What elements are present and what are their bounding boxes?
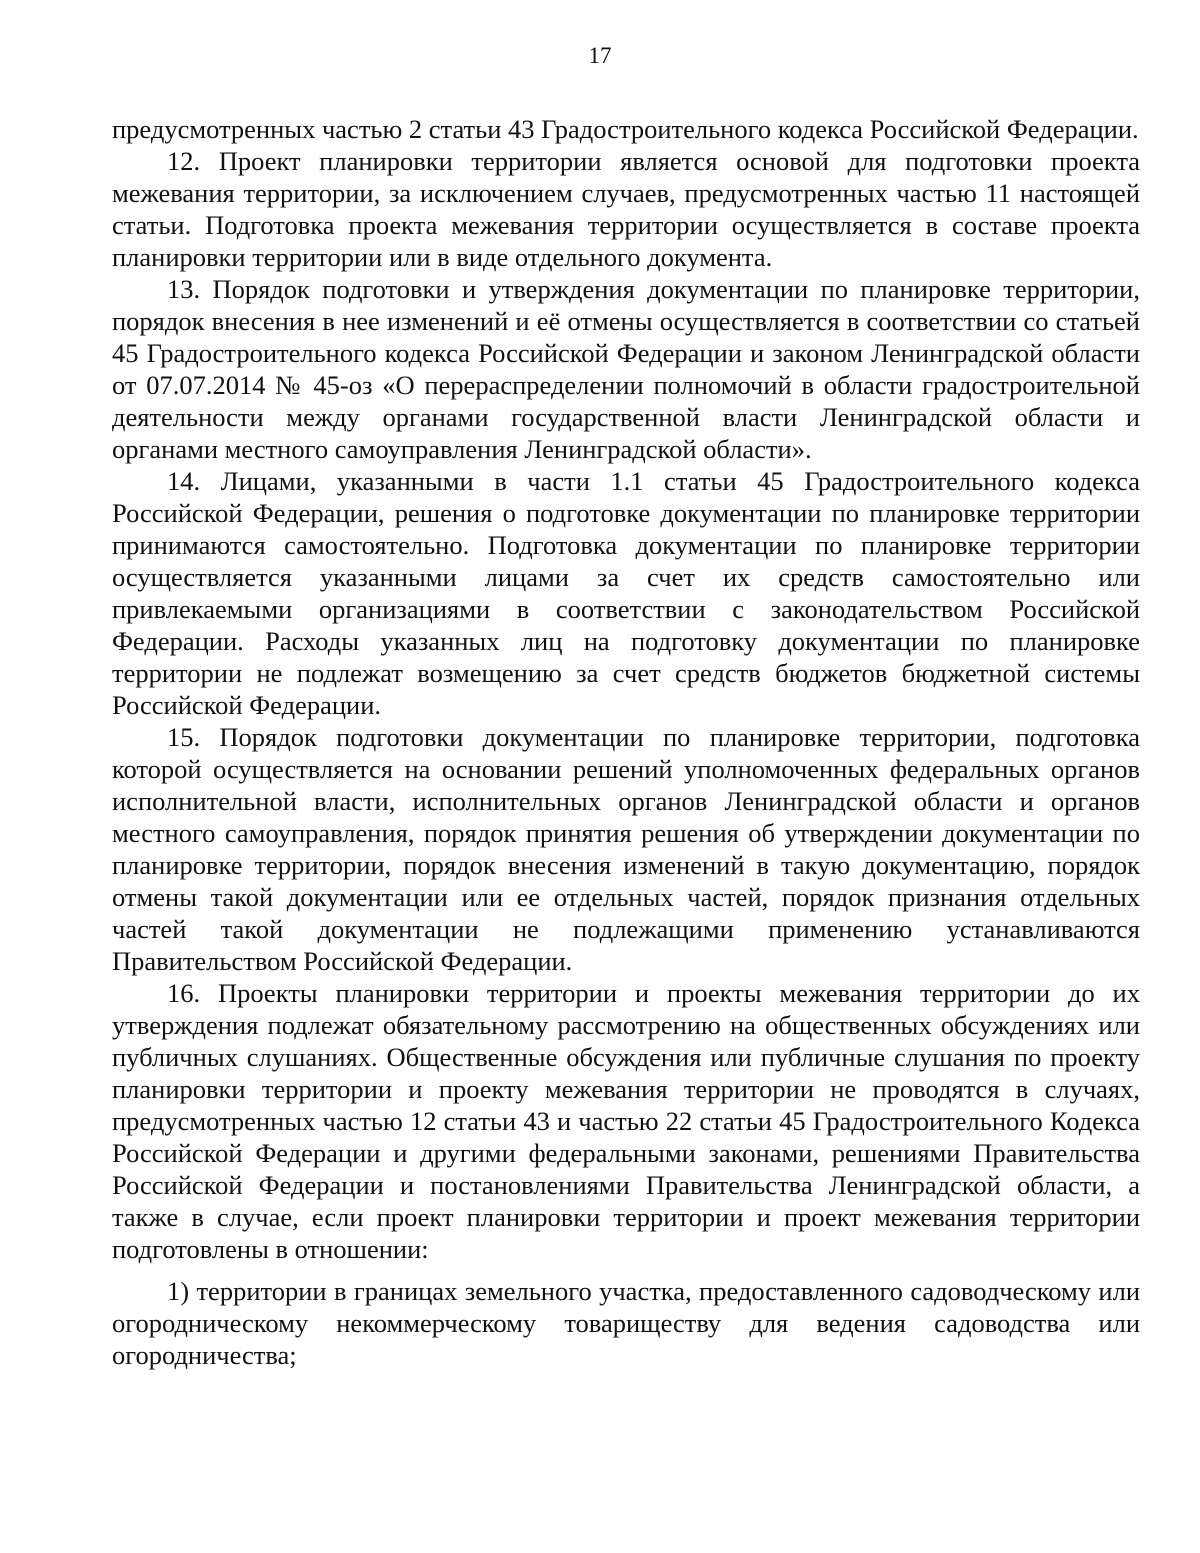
document-body	[112, 113, 1140, 1371]
paragraph-continuation: предусмотренных частью 2 статьи 43 Градостроительного кодекса Российской Федерации.	[112, 114, 1139, 144]
paragraph-16: 16. Проекты планировки территории и проекты межевания территории до их утверждения подлежат обязательному рассмотрению на общественных обсуждениях или публичных слушаниях. Общественные обсуждения или публичные слушания по проекту планировки территории и проекту межевания территории не проводятся в случаях, предусмотренных частью 12 статьи 43 и частью 22 статьи 45 Градостроительного Кодекса Российской Федерации и другими федеральными законами, решениями Правительства Российской Федерации и постановлениями Правительства Ленинградской области, а также в случае, если проект планировки территории и проект межевания территории подготовлены в отношении:	[112, 978, 1140, 1264]
page-number: 17	[588, 43, 612, 68]
paragraph-13: 13. Порядок подготовки и утверждения документации по планировке территории, порядок внесения в нее изменений и её отмены осуществляется в соответствии со статьей 45 Градостроительного кодекса Российской Федерации и законом Ленинградской области от 07.07.2014 № 45-оз «О перераспределении полномочий в области градостроительной деятельности между органами государственной власти Ленинградской области и органами местного самоуправления Ленинградской области».	[112, 274, 1140, 464]
paragraph-14: 14. Лицами, указанными в части 1.1 статьи 45 Градостроительного кодекса Российской Федерации, решения о подготовке документации по планировке территории принимаются самостоятельно. Подготовка документации по планировке территории осуществляется указанными лицами за счет их средств самостоятельно или привлекаемыми организациями в соответствии с законодательством Российской Федерации. Расходы указанных лиц на подготовку документации по планировке территории не подлежат возмещению за счет средств бюджетов бюджетной системы Российской Федерации.	[112, 466, 1140, 720]
paragraph-12: 12. Проект планировки территории является основой для подготовки проекта межевания территории, за исключением случаев, предусмотренных частью 11 настоящей статьи. Подготовка проекта межевания территории осуществляется в составе проекта планировки территории или в виде отдельного документа.	[112, 146, 1140, 272]
paragraph-15: 15. Порядок подготовки документации по планировке территории, подготовка которой осуществляется на основании решений уполномоченных федеральных органов исполнительной власти, исполнительных органов Ленинградской области и органов местного самоуправления, порядок принятия решения об утверждении документации по планировке территории, порядок внесения изменений в такую документацию, порядок отмены такой документации или ее отдельных частей, порядок признания отдельных частей такой документации не подлежащими применению устанавливаются Правительством Российской Федерации.	[112, 722, 1140, 976]
list-item-1: 1) территории в границах земельного участка, предоставленного садоводческому или огородническому некоммерческому товариществу для ведения садоводства или огородничества;	[112, 1276, 1140, 1370]
